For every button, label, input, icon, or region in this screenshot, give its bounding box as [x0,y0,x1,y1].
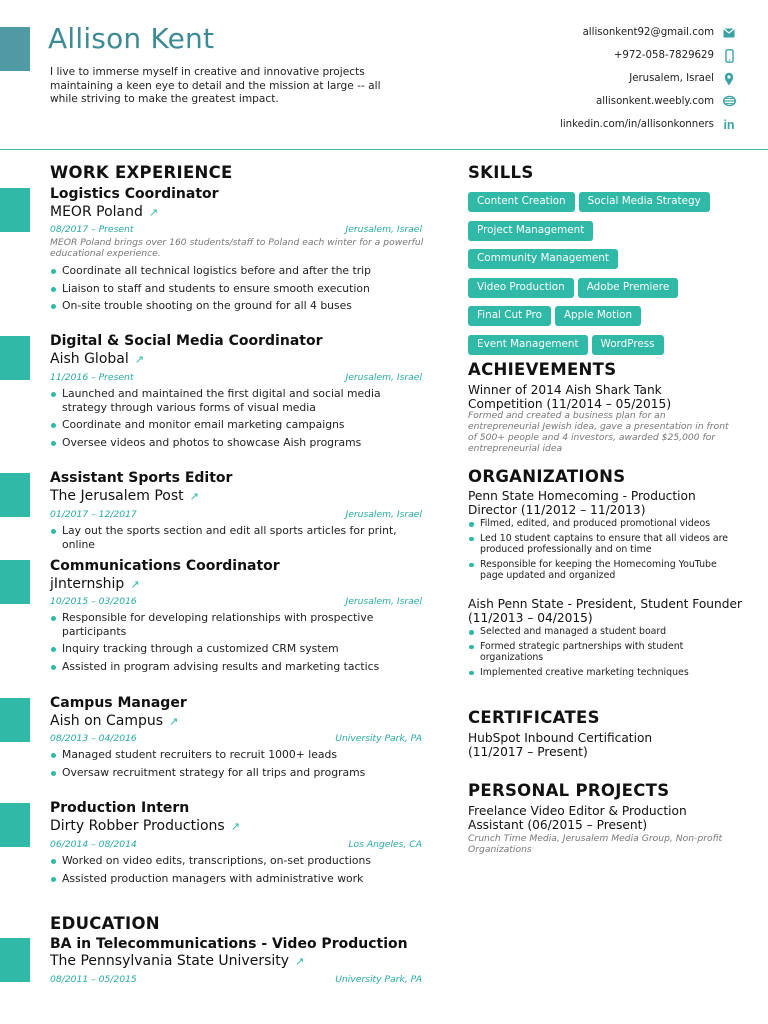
job-date: 08/2017 – Present [50,224,134,235]
list-item: Responsible for keeping the Homecoming YouTube page updated and organized [468,559,738,582]
contact-email[interactable]: allisonkent92@gmail.com [582,27,714,38]
list-item: On-site trouble shooting on the ground for all 4 buses [50,299,425,313]
work-experience-title: WORK EXPERIENCE [50,163,233,182]
external-link-icon[interactable]: ↗ [189,490,199,503]
job-date: 06/2014 – 08/2014 [50,839,137,850]
project-title: Freelance Video Editor & Production Assistant (06/2015 – Present) [468,804,687,832]
organization-title: Aish Penn State - President, Student Founder (11/2013 – 04/2015) [468,597,742,625]
education-marker [0,938,30,982]
job-title: Logistics Coordinator [50,186,219,202]
external-link-icon[interactable]: ↗ [230,820,240,833]
job-marker [0,560,30,604]
header-accent-block [0,27,30,71]
degree-title: BA in Telecommunications - Video Production [50,936,408,952]
skill-tag: Project Management [468,221,593,241]
job-title: Assistant Sports Editor [50,470,233,486]
job-marker [0,803,30,847]
job-title: Campus Manager [50,695,187,711]
list-item: Formed strategic partnerships with student organizations [468,641,738,664]
job-date: 10/2015 – 03/2016 [50,596,137,607]
skill-tag: WordPress [592,335,664,355]
job-date: 08/2013 – 04/2016 [50,733,137,744]
education-date: 08/2011 – 05/2015 [50,974,137,985]
list-item: Worked on video edits, transcriptions, on-set productions [50,854,425,868]
job-bullets [50,524,425,555]
job-bullets [50,387,425,453]
job-bullets [50,264,425,317]
candidate-name: Allison Kent [48,22,215,55]
list-item: Liaison to staff and students to ensure smooth execution [50,282,425,296]
website-icon [722,95,736,109]
skill-tag: Apple Motion [555,306,641,326]
skill-tag: Content Creation [468,192,575,212]
list-item: Filmed, edited, and produced promotional videos [468,518,738,530]
job-organization[interactable]: MEOR Poland ↗ [50,204,159,220]
email-icon [722,27,736,41]
job-location: University Park, PA [335,733,422,744]
job-marker [0,473,30,517]
job-bullets [50,854,425,889]
achievements-title: ACHIEVEMENTS [468,360,617,379]
organizations-title: ORGANIZATIONS [468,467,626,486]
skill-tag: Event Management [468,335,588,355]
list-item: Implemented creative marketing techniques [468,667,738,679]
list-item: Assisted in program advising results and marketing tactics [50,660,425,674]
external-link-icon[interactable]: ↗ [295,955,305,968]
list-item: Coordinate and monitor email marketing campaigns [50,418,425,432]
job-date: 11/2016 – Present [50,372,134,383]
job-bullets [50,748,425,783]
list-item: Lay out the sports section and edit all sports articles for print, online [50,524,425,551]
skill-tag: Video Production [468,278,574,298]
list-item: Led 10 student captains to ensure that all videos are produced professionally and on time [468,533,738,556]
job-organization[interactable]: The Jerusalem Post ↗ [50,488,199,504]
job-location: Jerusalem, Israel [345,596,422,607]
job-marker [0,188,30,232]
job-date: 01/2017 – 12/2017 [50,509,137,520]
job-organization[interactable]: Aish Global ↗ [50,351,144,367]
list-item: Oversee videos and photos to showcase Aish programs [50,436,425,450]
job-organization[interactable]: Aish on Campus ↗ [50,713,179,729]
external-link-icon[interactable]: ↗ [148,206,159,219]
job-organization[interactable]: Dirty Robber Productions ↗ [50,818,240,834]
organization-title: Penn State Homecoming - Production Director (11/2012 – 11/2013) [468,489,696,517]
location-icon [722,72,736,86]
contact-website[interactable]: allisonkent.weebly.com [596,96,714,107]
list-item: Coordinate all technical logistics before and after the trip [50,264,425,278]
external-link-icon[interactable]: ↗ [169,715,179,728]
skills-list [468,189,738,360]
job-marker [0,336,30,380]
list-item: Oversaw recruitment strategy for all trips and programs [50,766,425,780]
contact-location: Jerusalem, Israel [629,73,714,84]
list-item: Managed student recruiters to recruit 1000+ leads [50,748,425,762]
job-marker [0,698,30,742]
list-item: Responsible for developing relationships with prospective participants [50,611,425,638]
certificate-item: HubSpot Inbound Certification (11/2017 – Present) [468,731,653,759]
achievement-description: Formed and created a business plan for an entrepreneurial Jewish idea, gave a presentation in front of 500+ people and 4 investors, awarded $25,000 for entrepreneurial idea [468,410,729,454]
phone-icon [722,49,736,63]
education-title: EDUCATION [50,914,160,933]
skill-tag: Final Cut Pro [468,306,551,326]
contact-phone[interactable]: +972-058-7829629 [613,50,714,61]
job-title: Digital & Social Media Coordinator [50,333,323,349]
skill-tag: Social Media Strategy [579,192,710,212]
job-location: Los Angeles, CA [348,839,422,850]
list-item: Inquiry tracking through a customized CRM system [50,642,425,656]
personal-projects-title: PERSONAL PROJECTS [468,781,670,800]
education-location: University Park, PA [335,974,422,985]
job-description: MEOR Poland brings over 160 students/staff to Poland each winter for a powerful educational experience. [50,237,424,259]
skill-tag: Adobe Premiere [578,278,679,298]
job-location: Jerusalem, Israel [345,224,422,235]
job-title: Production Intern [50,800,190,816]
job-location: Jerusalem, Israel [345,372,422,383]
external-link-icon[interactable]: ↗ [134,353,144,366]
skill-tag: Community Management [468,249,618,269]
project-description: Crunch Time Media, Jerusalem Media Group, Non-profit Organizations [468,833,723,855]
external-link-icon[interactable]: ↗ [130,578,140,591]
achievement-title: Winner of 2014 Aish Shark Tank Competition (11/2014 – 05/2015) [468,383,672,411]
organization-bullets [468,518,738,585]
job-location: Jerusalem, Israel [345,509,422,520]
linkedin-icon: in [723,118,735,132]
job-organization[interactable]: jInternship ↗ [50,576,140,592]
organization-bullets [468,626,738,681]
list-item: Launched and maintained the first digital and social media strategy through various forms of visual media [50,387,425,414]
certificates-title: CERTIFICATES [468,708,600,727]
job-bullets [50,611,425,677]
header-divider [0,149,768,150]
summary-text: I live to immerse myself in creative and innovative projects maintaining a keen eye to detail and the mission at large -- all while striving to make the greatest impact. [50,66,381,105]
job-title: Communications Coordinator [50,558,280,574]
school-name[interactable]: The Pennsylvania State University ↗ [50,953,305,969]
contact-linkedin[interactable]: linkedin.com/in/allisonkonners [559,119,714,130]
list-item: Assisted production managers with administrative work [50,872,425,886]
skills-title: SKILLS [468,163,534,182]
list-item: Selected and managed a student board [468,626,738,638]
